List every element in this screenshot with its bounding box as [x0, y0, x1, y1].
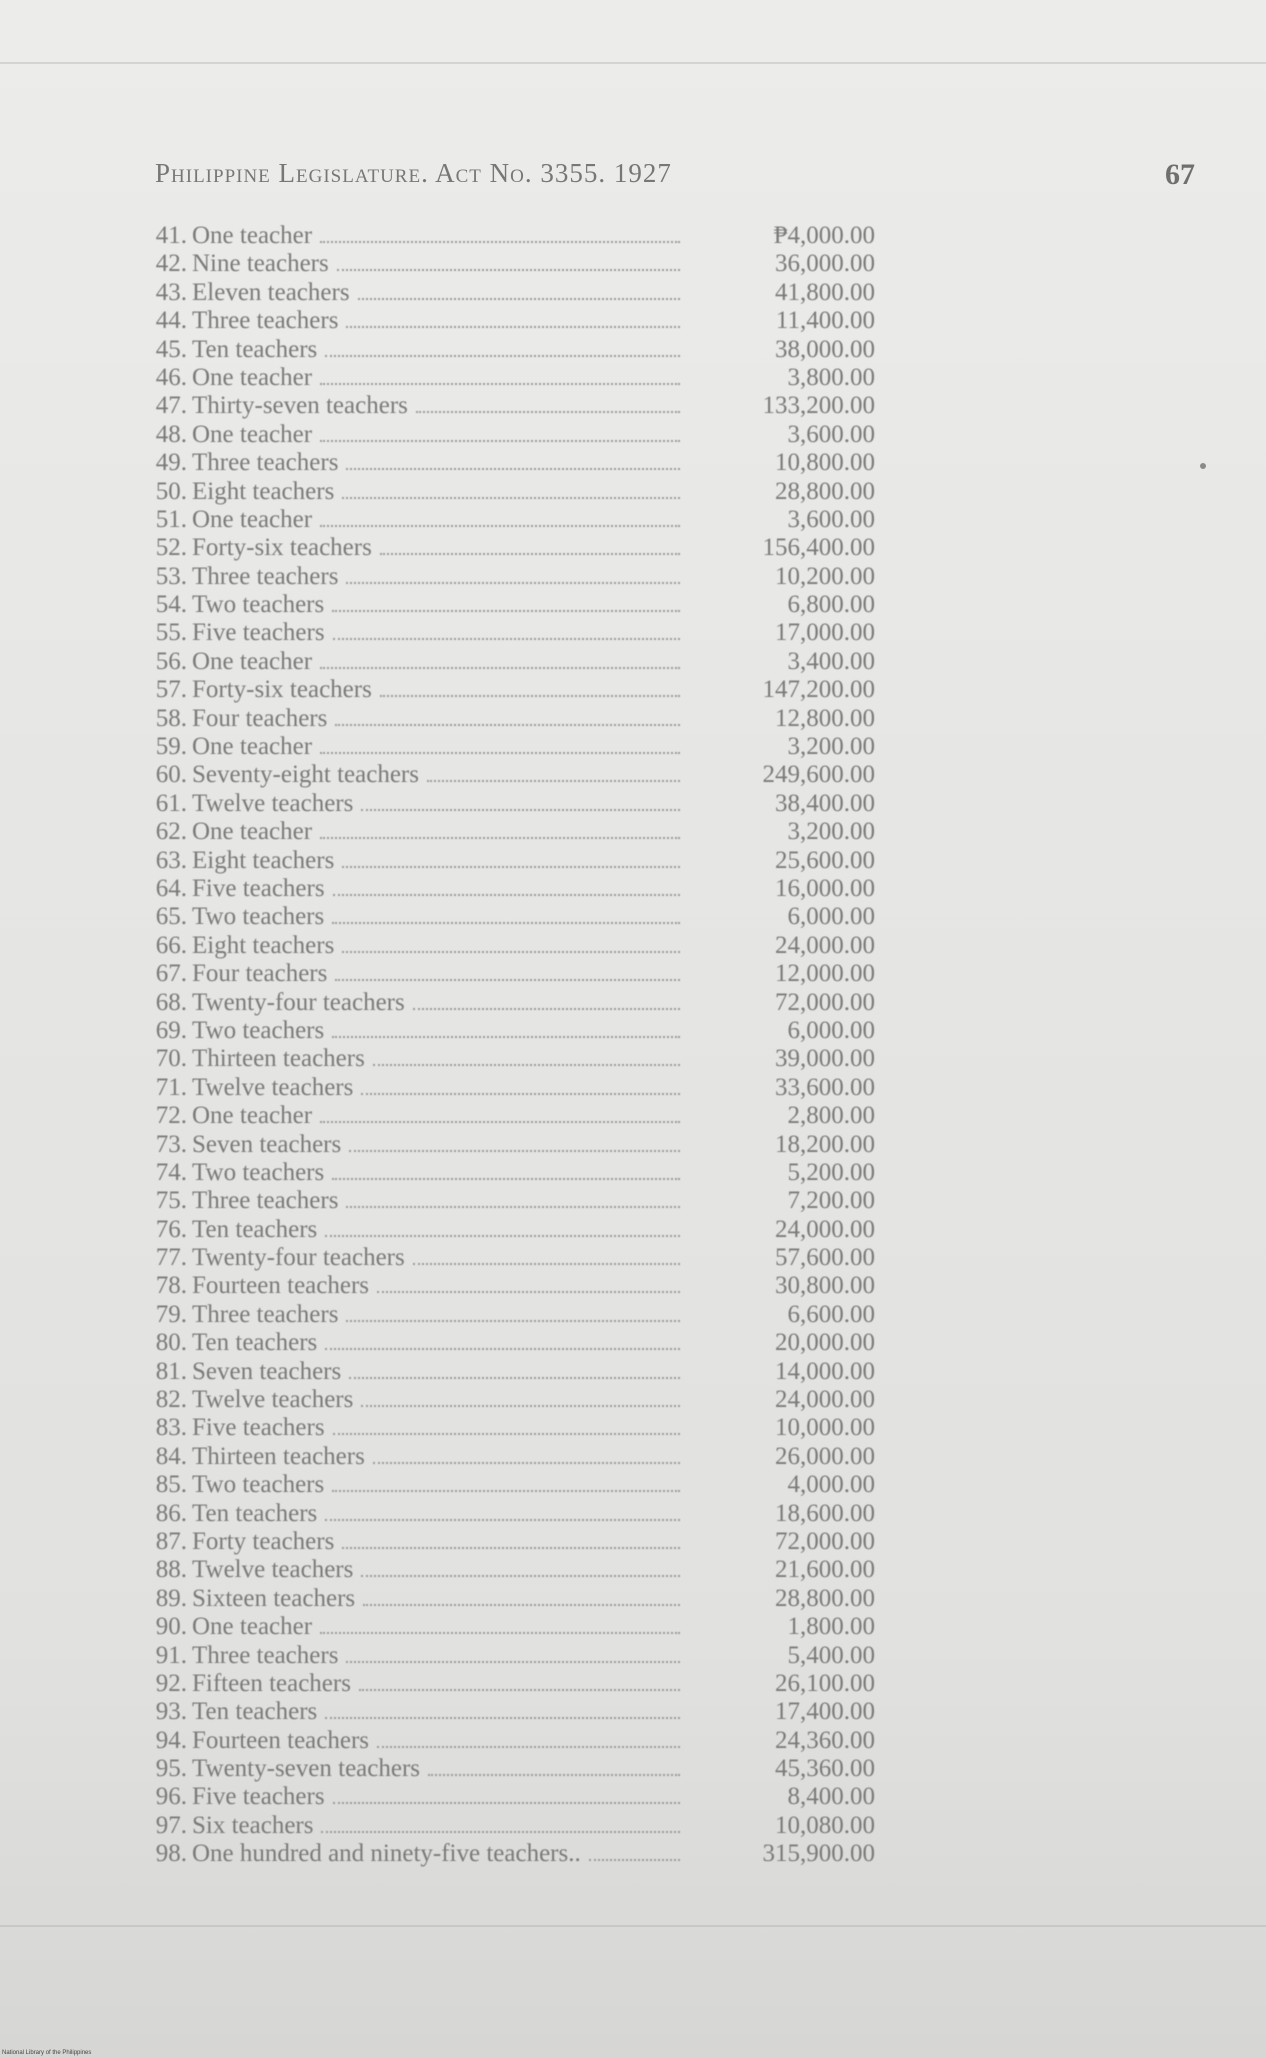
list-item: [135, 421, 875, 449]
list-item: [135, 1414, 875, 1442]
item-amount: 24,000.00: [775, 1215, 875, 1243]
item-description: One hundred and ninety-five teachers..: [192, 1840, 581, 1868]
item-amount: 3,400.00: [787, 647, 875, 675]
list-item: [135, 1301, 875, 1329]
item-amount: 1,800.00: [787, 1613, 875, 1641]
list-item: [135, 676, 875, 704]
item-description: Three teachers: [192, 1300, 339, 1328]
item-amount: 133,200.00: [762, 392, 875, 420]
dot-leader: [373, 1064, 680, 1066]
item-number: 49.: [155, 449, 187, 477]
item-number: 86.: [155, 1499, 187, 1527]
item-description: Fourteen teachers: [192, 1272, 370, 1300]
item-number: 62.: [155, 818, 187, 846]
item-number: 74.: [155, 1158, 187, 1186]
item-description: Sixteen teachers: [192, 1584, 356, 1612]
list-item: [135, 1812, 875, 1840]
item-description: Forty teachers: [192, 1527, 335, 1555]
dot-leader: [342, 951, 680, 953]
item-description: Eight teachers: [192, 477, 335, 505]
item-number: 90.: [155, 1613, 187, 1641]
item-amount: 21,600.00: [775, 1556, 875, 1584]
dot-leader: [320, 440, 680, 442]
item-amount: 38,400.00: [775, 789, 875, 817]
item-amount: 3,200.00: [787, 733, 875, 761]
page-header: [155, 158, 1195, 198]
dot-leader: [361, 1093, 680, 1095]
list-item: [135, 1840, 875, 1868]
item-number: 52.: [155, 534, 187, 562]
item-amount: 7,200.00: [787, 1187, 875, 1215]
item-description: Ten teachers: [192, 1698, 318, 1726]
appropriation-list: [135, 222, 875, 1869]
item-number: 60.: [155, 761, 187, 789]
list-item: [135, 1585, 875, 1613]
item-description: Thirty-seven teachers: [192, 392, 408, 420]
item-amount: 6,000.00: [787, 1016, 875, 1044]
dot-leader: [346, 326, 680, 328]
dot-leader: [373, 1462, 680, 1464]
item-number: 50.: [155, 477, 187, 505]
item-number: 93.: [155, 1698, 187, 1726]
item-number: 48.: [155, 420, 187, 448]
list-item: [135, 1159, 875, 1187]
item-description: Three teachers: [192, 307, 339, 335]
item-number: 47.: [155, 392, 187, 420]
item-number: 66.: [155, 931, 187, 959]
item-description: One teacher: [192, 222, 313, 249]
dot-leader: [335, 979, 680, 981]
list-item: [135, 1556, 875, 1584]
list-item: [135, 761, 875, 789]
item-amount: 147,200.00: [762, 676, 875, 704]
item-description: Twenty-four teachers: [192, 1244, 405, 1272]
item-description: Twelve teachers: [192, 789, 354, 817]
dot-leader: [361, 1575, 680, 1577]
item-description: Fifteen teachers: [192, 1669, 351, 1697]
dot-leader: [346, 582, 680, 584]
item-description: Twelve teachers: [192, 1556, 354, 1584]
item-number: 78.: [155, 1272, 187, 1300]
item-description: One teacher: [192, 1102, 313, 1130]
item-description: Three teachers: [192, 562, 339, 590]
dot-leader: [332, 1178, 680, 1180]
list-item: [135, 591, 875, 619]
item-number: 55.: [155, 619, 187, 647]
item-description: Ten teachers: [192, 335, 318, 363]
dot-leader: [325, 1235, 680, 1237]
item-number: 67.: [155, 960, 187, 988]
item-number: 69.: [155, 1016, 187, 1044]
page-crease: [0, 1925, 1266, 1927]
item-amount: 10,800.00: [775, 449, 875, 477]
item-description: Five teachers: [192, 619, 325, 647]
dot-leader: [333, 638, 680, 640]
list-item: [135, 1045, 875, 1073]
item-amount: 24,360.00: [775, 1726, 875, 1754]
list-item: [135, 875, 875, 903]
item-description: Three teachers: [192, 1641, 339, 1669]
item-description: One teacher: [192, 733, 313, 761]
item-description: One teacher: [192, 818, 313, 846]
item-description: Five teachers: [192, 874, 325, 902]
list-item: [135, 1471, 875, 1499]
item-number: 82.: [155, 1386, 187, 1414]
item-amount: 24,000.00: [775, 1386, 875, 1414]
page-number: 67: [1165, 158, 1195, 191]
list-item: [135, 790, 875, 818]
item-number: 81.: [155, 1357, 187, 1385]
dot-leader: [346, 1206, 680, 1208]
item-number: 77.: [155, 1244, 187, 1272]
list-item: [135, 250, 875, 278]
list-item: [135, 1074, 875, 1102]
item-number: 41.: [155, 222, 187, 249]
list-item: [135, 619, 875, 647]
item-number: 61.: [155, 789, 187, 817]
item-description: Two teachers: [192, 1016, 325, 1044]
item-amount: 4,000.00: [787, 1471, 875, 1499]
item-description: Three teachers: [192, 1187, 339, 1215]
item-description: Eleven teachers: [192, 278, 350, 306]
item-number: 54.: [155, 591, 187, 619]
item-amount: 24,000.00: [775, 931, 875, 959]
item-number: 72.: [155, 1102, 187, 1130]
scan-credit: National Library of the Philippines: [2, 2050, 92, 2056]
list-item: [135, 506, 875, 534]
list-item: [135, 1783, 875, 1811]
list-item: [135, 1329, 875, 1357]
list-item: [135, 1187, 875, 1215]
list-item: [135, 563, 875, 591]
dot-leader: [377, 1291, 680, 1293]
item-number: 46.: [155, 363, 187, 391]
item-description: Ten teachers: [192, 1499, 318, 1527]
item-amount: 18,600.00: [775, 1499, 875, 1527]
list-item: [135, 279, 875, 307]
list-item: [135, 705, 875, 733]
item-description: Four teachers: [192, 960, 328, 988]
item-number: 91.: [155, 1641, 187, 1669]
item-description: One teacher: [192, 1613, 313, 1641]
list-item: [135, 1500, 875, 1528]
item-description: Twenty-four teachers: [192, 988, 405, 1016]
item-description: Nine teachers: [192, 250, 329, 278]
item-description: Forty-six teachers: [192, 534, 372, 562]
item-description: Five teachers: [192, 1414, 325, 1442]
item-number: 65.: [155, 903, 187, 931]
list-item: [135, 1613, 875, 1641]
item-amount: 3,600.00: [787, 505, 875, 533]
item-number: 51.: [155, 505, 187, 533]
dot-leader: [320, 383, 680, 385]
list-item: [135, 1698, 875, 1726]
item-number: 79.: [155, 1300, 187, 1328]
dot-leader: [320, 837, 680, 839]
list-item: [135, 1443, 875, 1471]
item-amount: 249,600.00: [762, 761, 875, 789]
list-item: [135, 1216, 875, 1244]
item-amount: 10,200.00: [775, 562, 875, 590]
item-description: Five teachers: [192, 1783, 325, 1811]
item-amount: 6,800.00: [787, 591, 875, 619]
list-item: [135, 960, 875, 988]
item-amount: 25,600.00: [775, 846, 875, 874]
dot-leader: [380, 553, 680, 555]
list-item: [135, 818, 875, 846]
dot-leader: [589, 1859, 680, 1861]
dot-leader: [416, 411, 680, 413]
item-amount: 11,400.00: [775, 307, 875, 335]
dot-leader: [333, 1802, 680, 1804]
item-amount: 6,000.00: [787, 903, 875, 931]
item-amount: 2,800.00: [787, 1102, 875, 1130]
list-item: [135, 1670, 875, 1698]
dot-leader: [337, 269, 680, 271]
item-number: 80.: [155, 1329, 187, 1357]
item-number: 94.: [155, 1726, 187, 1754]
item-description: Forty-six teachers: [192, 676, 372, 704]
list-item: [135, 648, 875, 676]
list-item: [135, 1528, 875, 1556]
dot-leader: [427, 780, 680, 782]
item-number: 85.: [155, 1471, 187, 1499]
dot-leader: [363, 1604, 680, 1606]
dot-leader: [342, 866, 680, 868]
item-description: Seven teachers: [192, 1130, 342, 1158]
dot-leader: [333, 894, 680, 896]
list-item: [135, 449, 875, 477]
item-amount: 8,400.00: [787, 1783, 875, 1811]
item-amount: 156,400.00: [762, 534, 875, 562]
item-number: 43.: [155, 278, 187, 306]
item-amount: 20,000.00: [775, 1329, 875, 1357]
item-number: 64.: [155, 874, 187, 902]
list-item: [135, 1131, 875, 1159]
dot-leader: [349, 1377, 680, 1379]
item-description: Ten teachers: [192, 1215, 318, 1243]
dot-leader: [320, 1121, 680, 1123]
item-number: 89.: [155, 1584, 187, 1612]
dot-leader: [346, 1320, 680, 1322]
dot-leader: [320, 241, 680, 243]
dot-leader: [358, 298, 680, 300]
item-number: 88.: [155, 1556, 187, 1584]
item-description: Twenty-seven teachers: [192, 1755, 421, 1783]
item-amount: 12,000.00: [775, 960, 875, 988]
dot-leader: [332, 922, 680, 924]
item-description: Twelve teachers: [192, 1386, 354, 1414]
item-description: Fourteen teachers: [192, 1726, 370, 1754]
dot-leader: [320, 667, 680, 669]
item-amount: 5,200.00: [787, 1158, 875, 1186]
item-amount: 5,400.00: [787, 1641, 875, 1669]
list-item: [135, 989, 875, 1017]
item-number: 76.: [155, 1215, 187, 1243]
list-item: [135, 336, 875, 364]
item-amount: 10,000.00: [775, 1414, 875, 1442]
item-amount: 39,000.00: [775, 1045, 875, 1073]
item-number: 59.: [155, 733, 187, 761]
item-number: 71.: [155, 1073, 187, 1101]
list-item: [135, 847, 875, 875]
dot-leader: [342, 1547, 680, 1549]
dot-leader: [359, 1689, 680, 1691]
item-amount: 18,200.00: [775, 1130, 875, 1158]
dot-leader: [342, 497, 680, 499]
list-item: [135, 1727, 875, 1755]
running-title: Philippine Legislature. Act No. 3355. 1927: [155, 158, 672, 188]
item-description: Two teachers: [192, 1158, 325, 1186]
page-crease: [0, 62, 1266, 64]
item-amount: 41,800.00: [775, 278, 875, 306]
item-amount: 17,400.00: [775, 1698, 875, 1726]
item-amount: 26,000.00: [775, 1442, 875, 1470]
list-item: [135, 1358, 875, 1386]
item-description: Seven teachers: [192, 1357, 342, 1385]
item-number: 75.: [155, 1187, 187, 1215]
item-description: Four teachers: [192, 704, 328, 732]
list-item: [135, 903, 875, 931]
dot-leader: [325, 1717, 680, 1719]
item-number: 73.: [155, 1130, 187, 1158]
dot-leader: [332, 610, 680, 612]
item-number: 68.: [155, 988, 187, 1016]
dot-leader: [320, 525, 680, 527]
item-number: 84.: [155, 1442, 187, 1470]
item-amount: 33,600.00: [775, 1073, 875, 1101]
dot-leader: [349, 1150, 680, 1152]
item-amount: 6,600.00: [787, 1300, 875, 1328]
list-item: [135, 478, 875, 506]
dot-leader: [333, 1433, 680, 1435]
item-description: Three teachers: [192, 449, 339, 477]
item-description: Twelve teachers: [192, 1073, 354, 1101]
item-amount: 36,000.00: [775, 250, 875, 278]
item-description: One teacher: [192, 363, 313, 391]
dot-leader: [346, 468, 680, 470]
list-item: [135, 1102, 875, 1130]
item-amount: 12,800.00: [775, 704, 875, 732]
list-item: [135, 364, 875, 392]
item-description: Eight teachers: [192, 931, 335, 959]
list-item: [135, 1244, 875, 1272]
item-number: 97.: [155, 1811, 187, 1839]
list-item: [135, 1272, 875, 1300]
item-description: One teacher: [192, 420, 313, 448]
list-item: [135, 1017, 875, 1045]
list-item: [135, 1642, 875, 1670]
dot-leader: [413, 1263, 680, 1265]
item-description: Thirteen teachers: [192, 1442, 365, 1470]
item-amount: 3,800.00: [787, 363, 875, 391]
item-number: 58.: [155, 704, 187, 732]
dot-leader: [361, 809, 680, 811]
item-description: One teacher: [192, 505, 313, 533]
dot-leader: [428, 1774, 680, 1776]
item-number: 70.: [155, 1045, 187, 1073]
item-number: 44.: [155, 307, 187, 335]
dot-leader: [325, 355, 680, 357]
item-amount: 45,360.00: [775, 1755, 875, 1783]
item-amount: 14,000.00: [775, 1357, 875, 1385]
dot-leader: [361, 1405, 680, 1407]
dot-leader: [321, 1831, 680, 1833]
item-number: 53.: [155, 562, 187, 590]
item-amount: 28,800.00: [775, 477, 875, 505]
item-number: 92.: [155, 1669, 187, 1697]
item-description: Seventy-eight teachers: [192, 761, 419, 789]
item-number: 45.: [155, 335, 187, 363]
list-item: [135, 1386, 875, 1414]
item-description: Two teachers: [192, 903, 325, 931]
item-amount: 315,900.00: [762, 1840, 875, 1868]
item-number: 95.: [155, 1755, 187, 1783]
dot-leader: [320, 752, 680, 754]
list-item: [135, 1755, 875, 1783]
item-number: 98.: [155, 1840, 187, 1868]
list-item: [135, 932, 875, 960]
item-amount: 17,000.00: [775, 619, 875, 647]
dot-leader: [413, 1008, 680, 1010]
item-amount: 72,000.00: [775, 988, 875, 1016]
list-item: [135, 307, 875, 335]
item-description: One teacher: [192, 647, 313, 675]
ink-speck: [1200, 463, 1206, 469]
list-item: [135, 392, 875, 420]
item-amount: 3,600.00: [787, 420, 875, 448]
item-description: Two teachers: [192, 591, 325, 619]
item-description: Thirteen teachers: [192, 1045, 365, 1073]
item-description: Six teachers: [192, 1811, 314, 1839]
item-number: 42.: [155, 250, 187, 278]
dot-leader: [325, 1519, 680, 1521]
list-item: [135, 534, 875, 562]
dot-leader: [332, 1490, 680, 1492]
item-number: 96.: [155, 1783, 187, 1811]
item-amount: 16,000.00: [775, 874, 875, 902]
dot-leader: [346, 1661, 680, 1663]
item-number: 83.: [155, 1414, 187, 1442]
dot-leader: [332, 1036, 680, 1038]
dot-leader: [377, 1746, 680, 1748]
item-amount: 72,000.00: [775, 1527, 875, 1555]
item-number: 57.: [155, 676, 187, 704]
item-amount: 38,000.00: [775, 335, 875, 363]
item-number: 63.: [155, 846, 187, 874]
item-description: Ten teachers: [192, 1329, 318, 1357]
item-amount: 30,800.00: [775, 1272, 875, 1300]
dot-leader: [325, 1348, 680, 1350]
item-description: Two teachers: [192, 1471, 325, 1499]
list-item: [135, 222, 875, 250]
dot-leader: [380, 695, 680, 697]
dot-leader: [335, 724, 680, 726]
item-amount: ₱4,000.00: [773, 222, 875, 249]
item-number: 56.: [155, 647, 187, 675]
list-item: [135, 733, 875, 761]
item-amount: 3,200.00: [787, 818, 875, 846]
item-number: 87.: [155, 1527, 187, 1555]
item-amount: 57,600.00: [775, 1244, 875, 1272]
item-amount: 28,800.00: [775, 1584, 875, 1612]
item-description: Eight teachers: [192, 846, 335, 874]
dot-leader: [320, 1632, 680, 1634]
item-amount: 10,080.00: [775, 1811, 875, 1839]
item-amount: 26,100.00: [775, 1669, 875, 1697]
